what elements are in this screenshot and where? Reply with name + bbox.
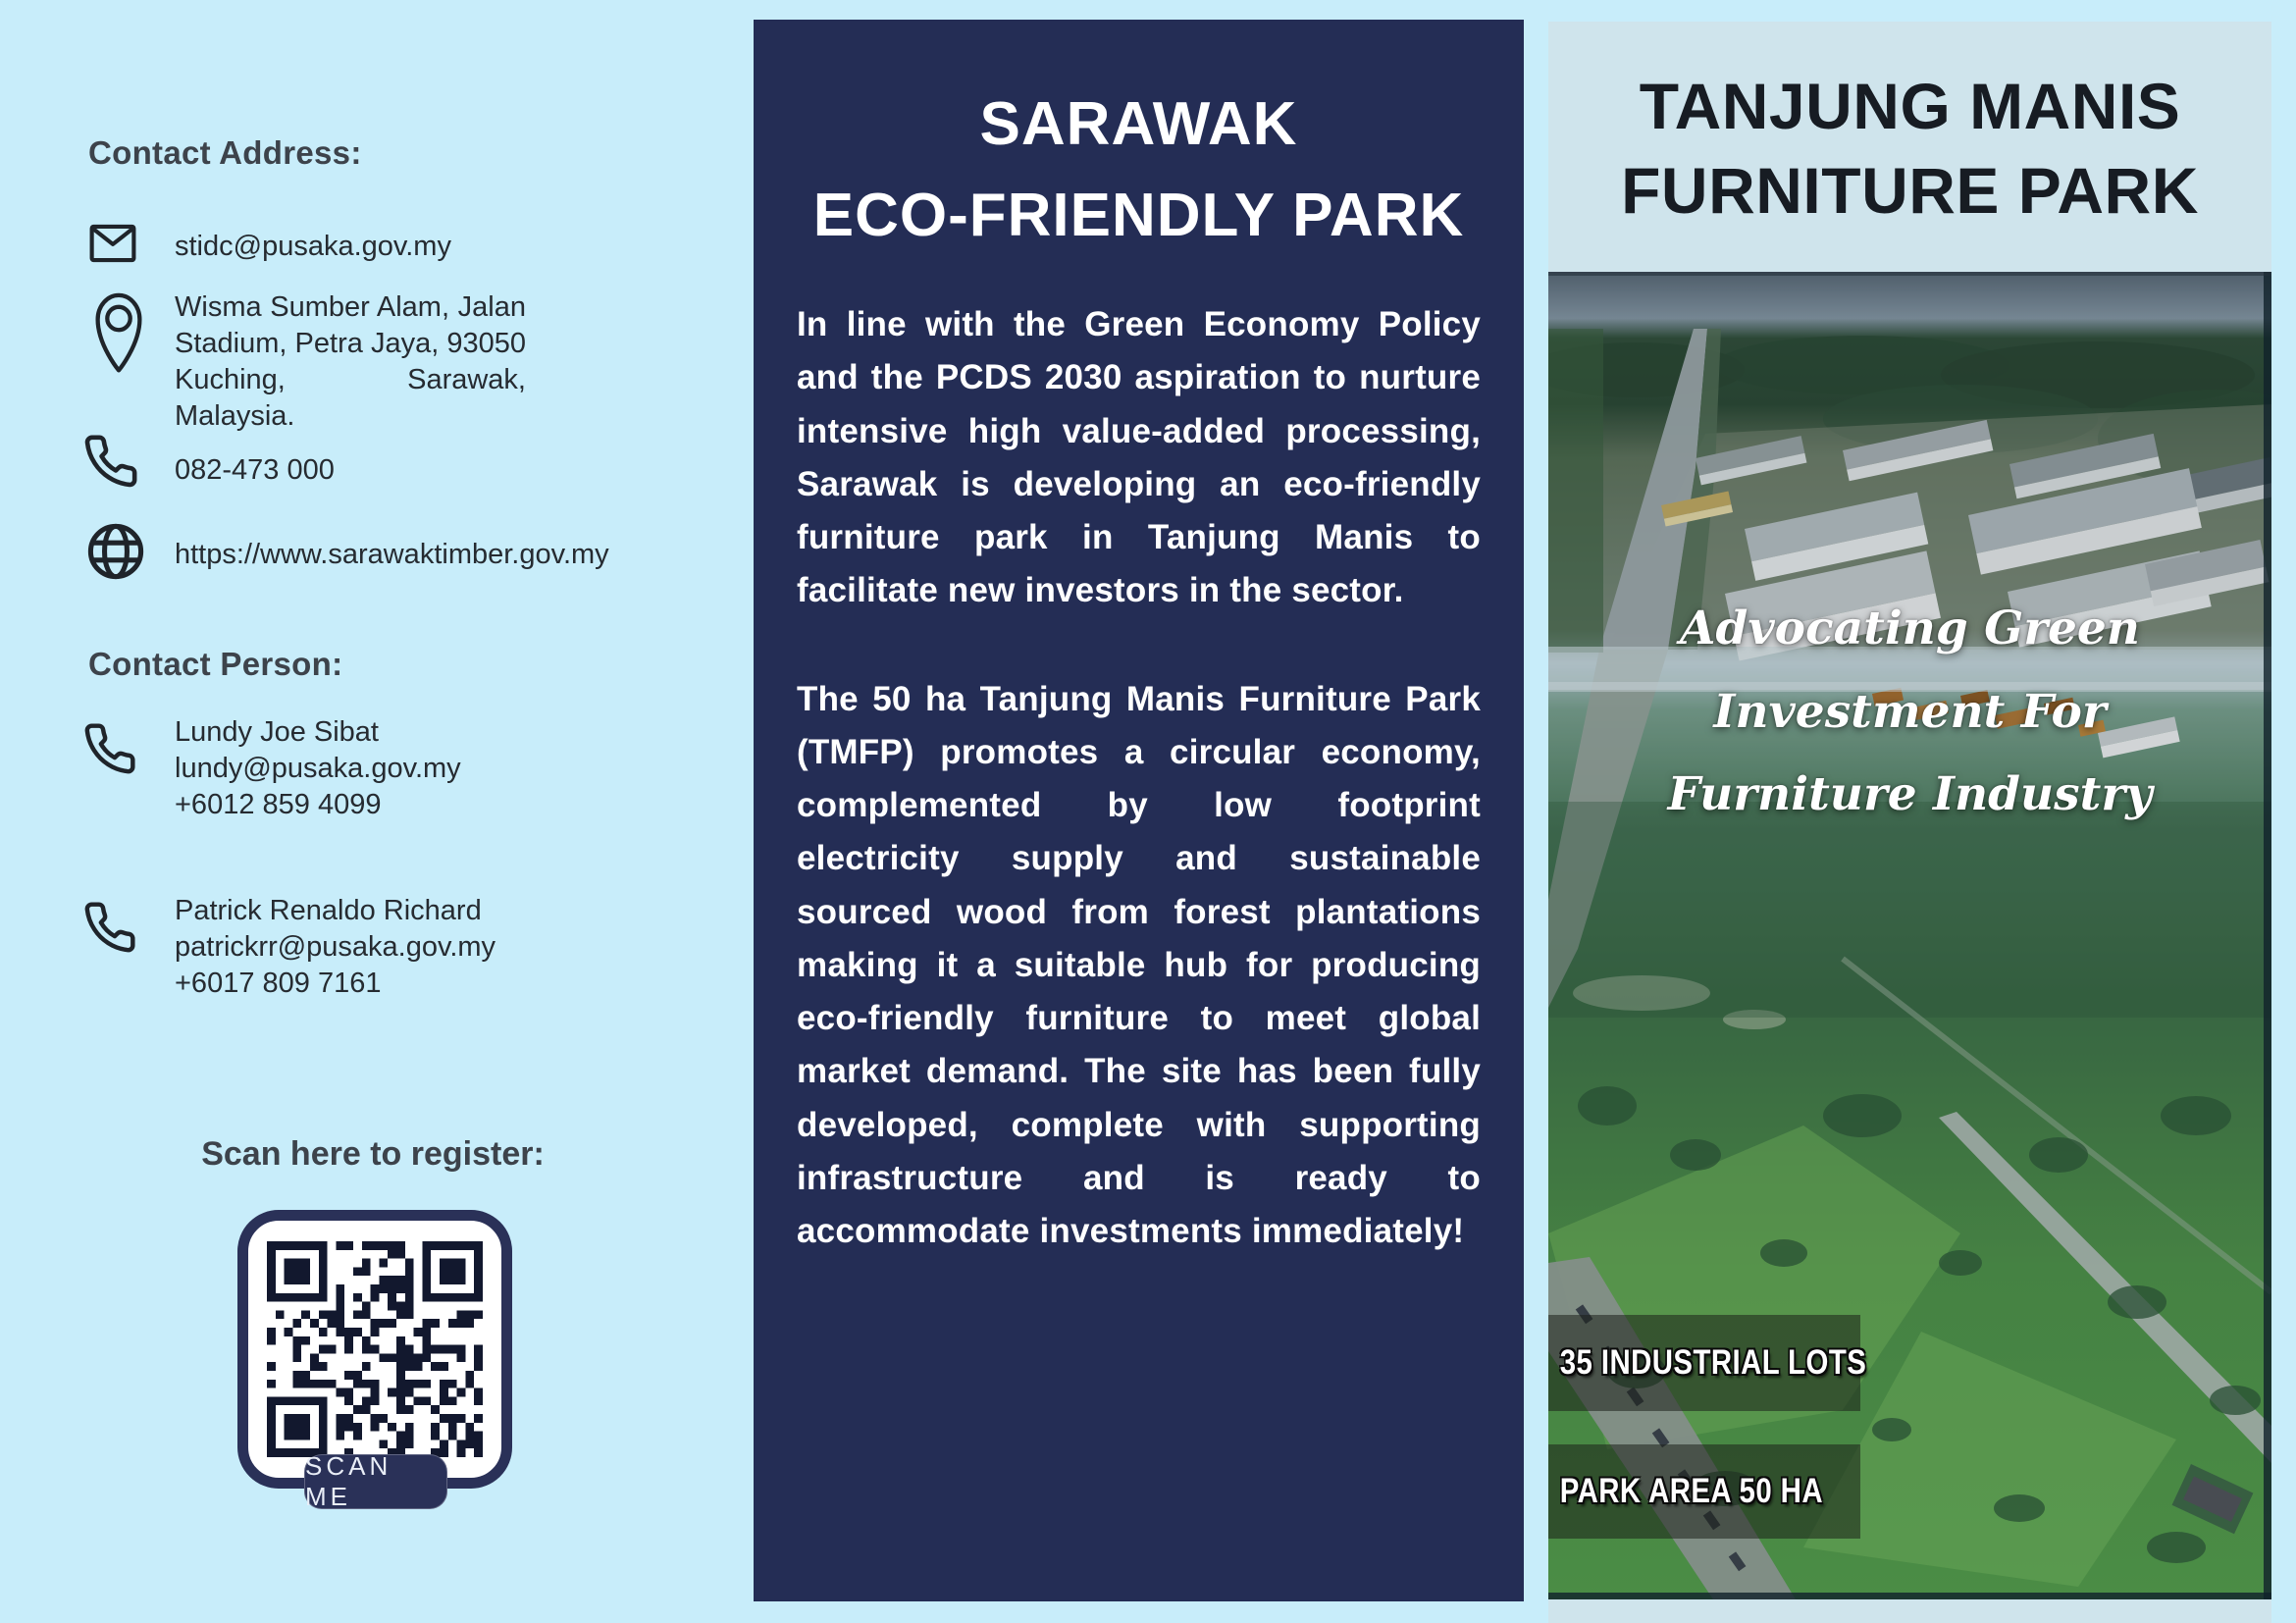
right-title-line2: FURNITURE PARK: [1621, 153, 2199, 227]
photo-caption-line1: Advocating Green Investment For: [1680, 602, 2140, 739]
contact-website: https://www.sarawaktimber.gov.my: [175, 539, 609, 570]
center-title: [754, 79, 1524, 261]
center-panel: [754, 20, 1524, 1601]
phone-icon: [82, 718, 137, 779]
location-pin-icon: [92, 288, 145, 375]
industrial-lots-badge: [1548, 1315, 1867, 1411]
person-phone: +6017 809 7161: [175, 968, 382, 999]
contact-person-1: [175, 714, 461, 823]
center-paragraph-2: The 50 ha Tanjung Manis Furniture Park (TMFP) promotes a circular economy, complemented by low footprint electricity supply and sustainable sourced wood from forest plantations making it a suitable hub for producing eco-friendly furniture to meet global market demand. The site has been fully developed, complete with supporting infrastructure and is ready to accommodate investments immediately!: [797, 679, 1481, 1250]
contact-email: stidc@pusaka.gov.my: [175, 231, 451, 262]
person-email: lundy@pusaka.gov.my: [175, 753, 461, 784]
contact-address-heading: Contact Address:: [88, 134, 362, 171]
right-title: [1548, 65, 2271, 234]
phone-icon: [82, 897, 137, 958]
right-title-line1: TANJUNG MANIS: [1639, 70, 2181, 142]
qr-code: [237, 1210, 512, 1489]
contact-person-heading: Contact Person:: [88, 646, 343, 682]
right-panel: [1548, 22, 2271, 1623]
contact-address: Wisma Sumber Alam, Jalan Stadium, Petra Jaya, 93050 Kuching, Sarawak, Malaysia.: [175, 291, 526, 432]
scan-me-badge: [304, 1451, 447, 1511]
contact-person-2: [175, 893, 496, 1002]
center-paragraph-1: In line with the Green Economy Policy and the PCDS 2030 aspiration to nurture intensive high value-added processing, Sarawak is developing an eco-friendly furniture park in Tanjung Manis to facilitate new investors in the sector.: [797, 305, 1481, 610]
globe-icon: [84, 518, 147, 585]
center-title-line2: ECO-FRIENDLY PARK: [812, 182, 1465, 249]
phone-icon: [82, 430, 139, 493]
scan-register-heading: Scan here to register:: [201, 1135, 545, 1173]
person-name: Patrick Renaldo Richard: [175, 895, 482, 926]
center-title-line1: SARAWAK: [979, 90, 1298, 158]
scan-me-label: SCAN ME: [305, 1451, 392, 1511]
qr-code-pattern: [267, 1241, 483, 1457]
contact-phone: 082-473 000: [175, 454, 335, 486]
person-name: Lundy Joe Sibat: [175, 716, 379, 748]
park-area-badge: [1548, 1444, 1860, 1539]
email-icon: [86, 220, 139, 267]
photo-caption-line2: Furniture Industry: [1667, 767, 2153, 822]
park-area-label: PARK AREA 50 HA: [1559, 1472, 1823, 1510]
person-email: patrickrr@pusaka.gov.my: [175, 931, 496, 963]
industrial-lots-label: 35 INDUSTRIAL LOTS: [1559, 1343, 1867, 1382]
photo-caption: [1548, 588, 2271, 837]
aerial-photo: [1548, 272, 2271, 1599]
person-phone: +6012 859 4099: [175, 789, 382, 820]
